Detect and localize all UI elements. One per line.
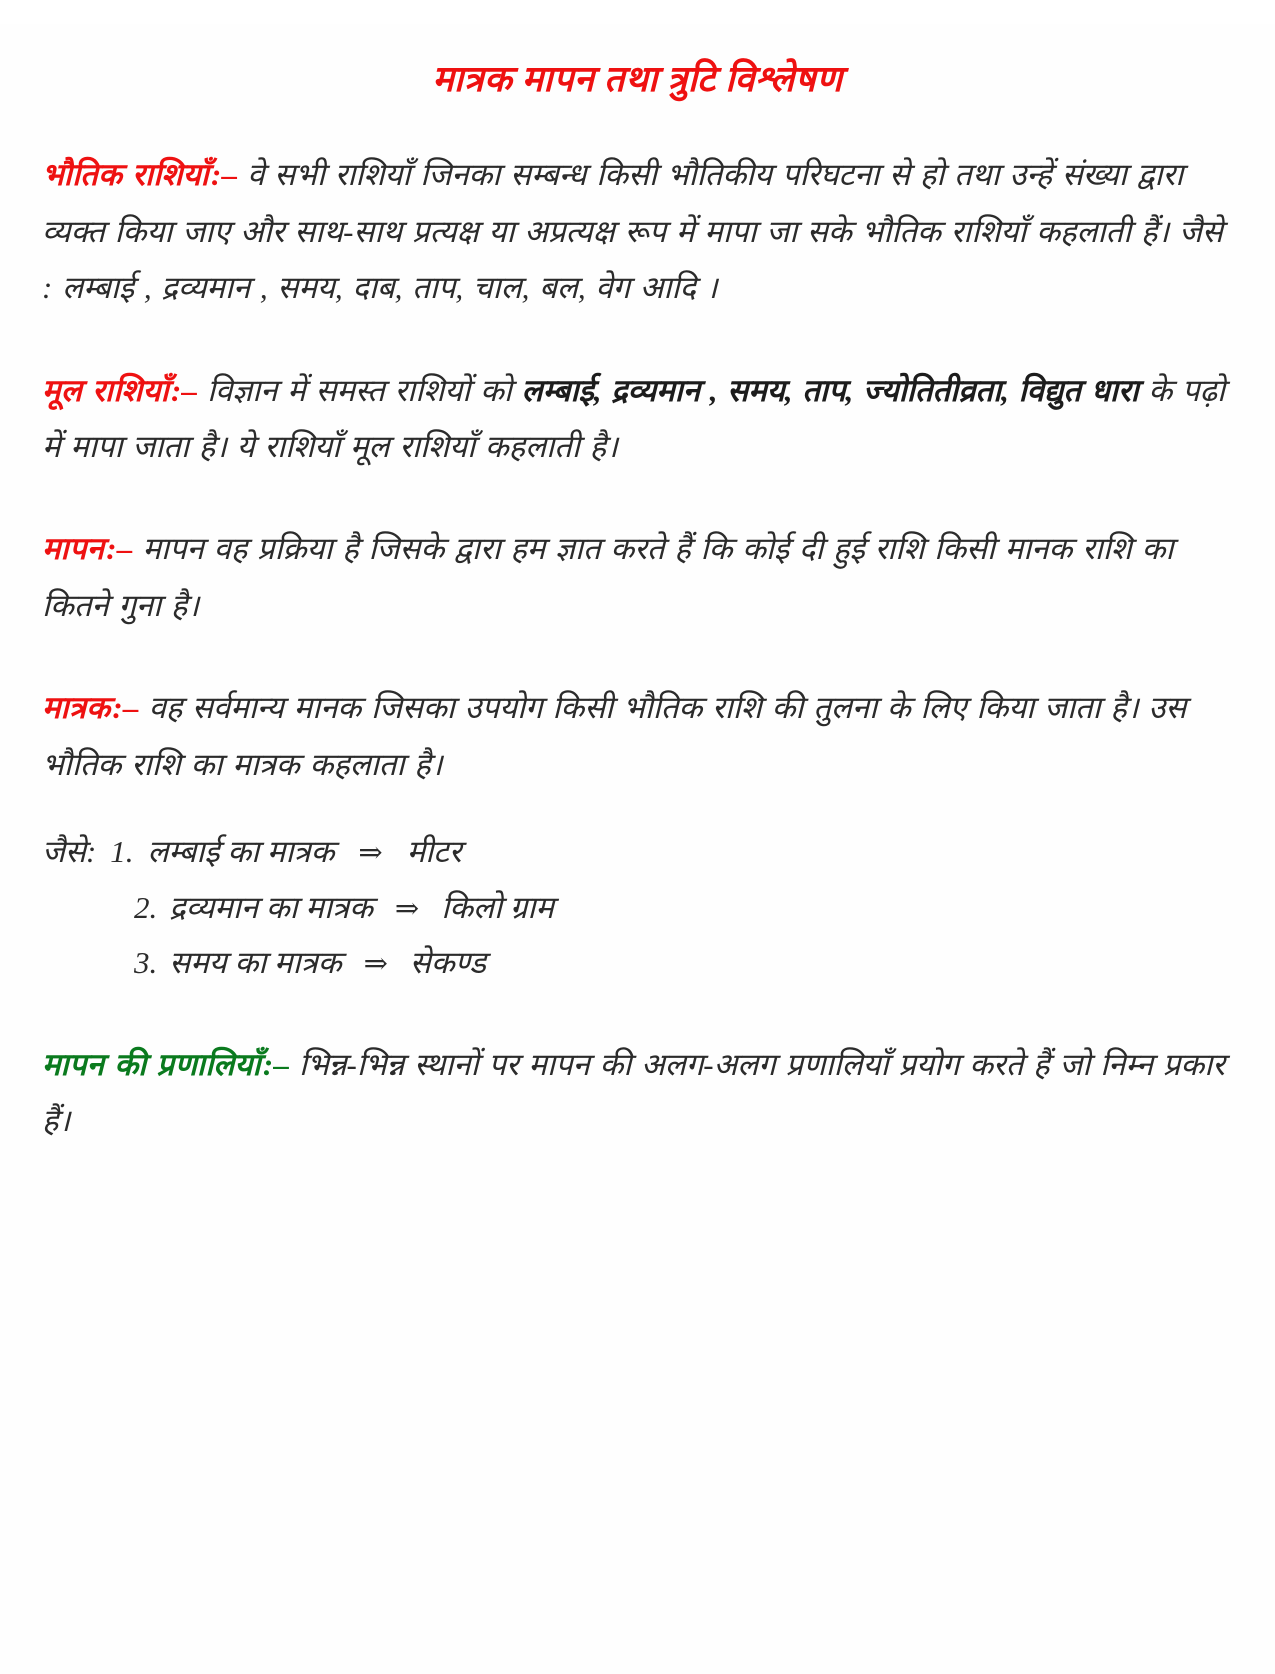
list-item-quantity: लम्बाई का मात्रक [147, 833, 335, 869]
list-item-unit: सेकण्ड [409, 945, 486, 981]
list-item [42, 935, 1233, 991]
heading-dash: :– [170, 372, 198, 408]
section-matrak [42, 680, 1233, 991]
paragraph-segment-intro: विज्ञान में समस्त राशियों को [207, 372, 522, 408]
paragraph-line-1: वे सभी राशियाँ जिनका सम्बन्ध किसी भौतिकीय [247, 157, 773, 193]
heading-dash: :– [106, 531, 133, 567]
paragraph-line-4: जैसे : लम्बाई , द्रव्यमान , समय, दाब, ताप, चाल, बल, वेग आदि । [42, 213, 1223, 306]
list-item-quantity: समय का मात्रक [169, 945, 342, 981]
implies-arrow-icon: ⇒ [363, 948, 388, 981]
heading-dash: :– [211, 157, 238, 193]
heading-dash: :– [262, 1046, 290, 1082]
implies-arrow-icon: ⇒ [358, 836, 383, 869]
notes-page [0, 24, 1275, 1674]
section-paragraph [42, 147, 1233, 316]
paragraph-line-3: प्रत्यक्ष या अप्रत्यक्ष रूप में मापा जा सके भौतिक राशियाँ कहलाती हैं। [411, 213, 1170, 249]
section-mool-rashiyan [42, 363, 1233, 476]
heading-text: मापन की प्रणालियाँ [42, 1046, 261, 1082]
paragraph-line-2: तुलना के लिए किया जाता है। उस भौतिक राशि का मात्रक कहलाता है। [42, 690, 1187, 782]
paragraph-line-1: वह सर्वमान्य मानक जिसका उपयोग किसी भौतिक राशि की [148, 690, 804, 726]
unit-examples-list [42, 824, 1233, 991]
segment-space [718, 373, 728, 408]
paragraph-line-2: प्रणालियाँ प्रयोग करते हैं जो निम्न प्रकार हैं। [42, 1046, 1225, 1139]
list-item [42, 824, 1233, 880]
section-mapan [42, 521, 1233, 634]
paragraph-line-1: मापन वह प्रक्रिया है जिसके द्वारा हम ज्ञात करते हैं कि कोई दी [142, 531, 824, 567]
section-paragraph [42, 680, 1233, 793]
section-heading-matrak [42, 690, 139, 725]
section-paragraph [42, 363, 1233, 476]
list-item-number: 2. [134, 889, 158, 925]
section-heading-bhautik-rashiyan [42, 157, 237, 192]
section-paragraph [42, 521, 1233, 634]
base-quantity-group-1: लम्बाई, द्रव्यमान , [521, 372, 718, 408]
list-item-number: 3. [134, 945, 158, 981]
implies-arrow-icon: ⇒ [394, 892, 420, 925]
section-heading-mool-rashiyan [42, 373, 197, 408]
list-item-number: 1. [110, 833, 134, 869]
heading-text: मापन [42, 531, 105, 567]
heading-dash: :– [112, 690, 139, 726]
heading-text: मात्रक [42, 690, 111, 726]
section-bhautik-rashiyan [42, 147, 1233, 316]
paragraph-line-2: परिघटना से हो तथा उन्हें संख्या द्वारा व्यक्त किया जाए और साथ-साथ [42, 157, 1184, 249]
paragraph-line-2: हुई राशि किसी मानक राशि का कितने गुना है। [42, 531, 1174, 623]
base-quantity-group-2: समय, ताप, ज्योतितीव्रता, विद्युत धारा [727, 372, 1139, 408]
paragraph-line-1: भिन्न-भिन्न स्थानों पर मापन की अलग-अलग [299, 1046, 776, 1082]
page-title: मात्रक मापन तथा त्रुटि विश्लेषण [432, 59, 843, 100]
list-item-quantity: द्रव्यमान का मात्रक [169, 889, 373, 925]
list-item-unit: मीटर [406, 833, 462, 869]
section-paragraph [42, 1037, 1233, 1150]
examples-label: जैसे: [42, 833, 97, 869]
section-heading-mapan [42, 531, 133, 566]
list-item-unit: किलो ग्राम [441, 889, 554, 925]
list-item [42, 880, 1233, 936]
section-heading-mapan-ki-pranaliyan [42, 1047, 289, 1082]
heading-text: भौतिक राशियाँ [42, 157, 210, 193]
section-mapan-ki-pranaliyan [42, 1037, 1233, 1150]
paragraph-segment-tail: के पढ़ो में मापा जाता है। ये राशियाँ मूल राशियाँ कहलाती है। [42, 372, 1226, 464]
heading-text: मूल राशियाँ [42, 372, 169, 408]
